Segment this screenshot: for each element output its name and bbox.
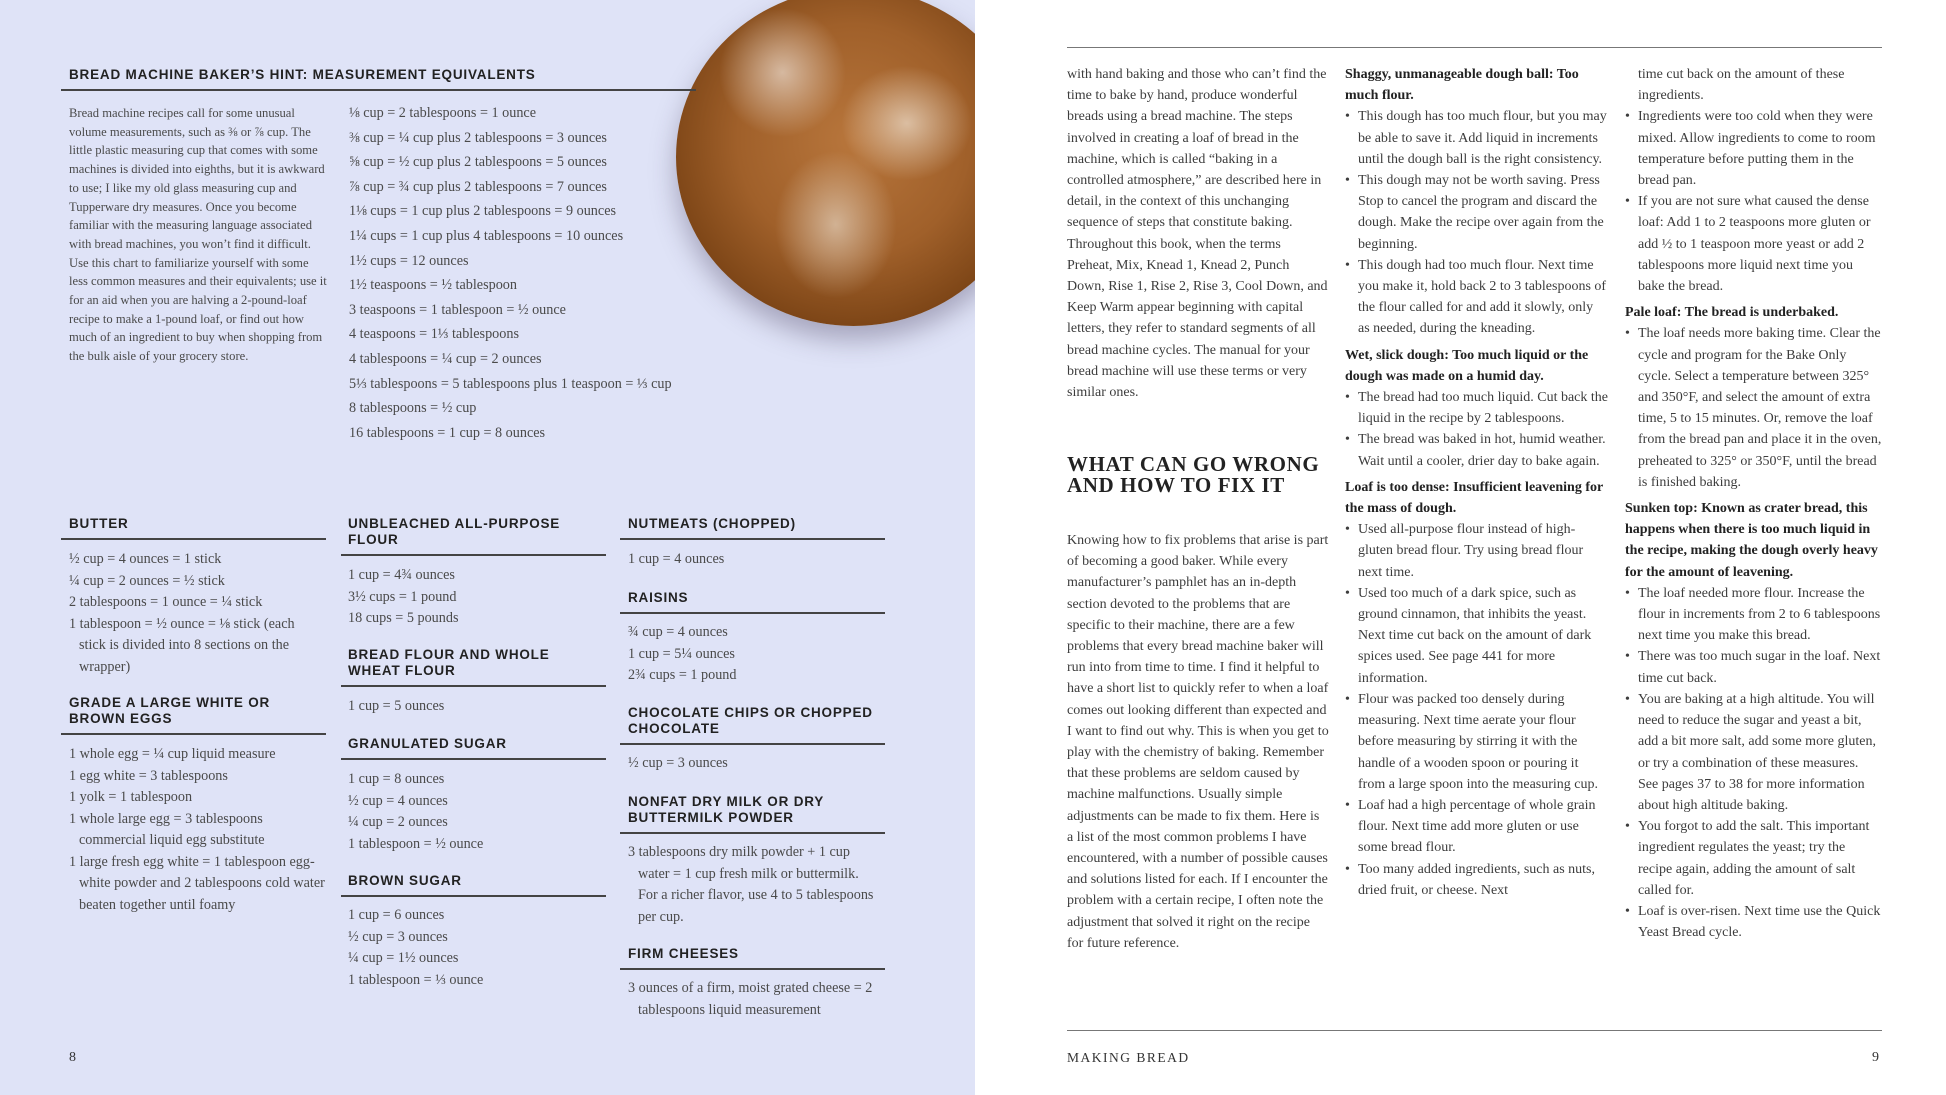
- list-item: ¾ cup = 4 ounces: [628, 624, 728, 640]
- brown-sugar-list: [348, 905, 598, 991]
- equivalent-item: 1⅛ cups = 1 cup plus 2 tablespoons = 9 ounces: [349, 203, 617, 220]
- body-paragraph: Knowing how to fix problems that arise is part of becoming a good baker. While every manufacturer’s pamphlet has an in-depth section devoted to the problems that are specific to their machine, there are a few problems that every bread machine baker will run into from time to time. I find it helpful to have a short list to quickly refer to when a loaf comes out looking different than expected and I want to find out why. This is when you get to play with the chemistry of baking. Remember that these problems are seldom caused by machine malfunctions. Usually simple adjustments can be made to fix them. Here is a list of the most common problems I have encountered, with a number of possible causes and solutions listed for each. If I encounter the problem with a certain recipe, I often note the adjustment that solved it right on the recipe for future reference.: [1067, 533, 1329, 951]
- column-3: [1625, 64, 1882, 943]
- list-item: 1 egg white = 3 tablespoons: [69, 767, 228, 784]
- solutions-list: [1345, 519, 1608, 901]
- sugar-heading: GRANULATED SUGAR: [348, 736, 507, 751]
- section-rule: [620, 832, 885, 834]
- list-item: • The loaf needed more flour. Increase the flour in increments from 2 to 6 tablespoons next time you make this bread.: [1625, 583, 1882, 647]
- running-footer: MAKING BREAD: [1067, 1050, 1190, 1065]
- equivalent-item: 4 tablespoons = ¼ cup = 2 ounces: [349, 350, 542, 367]
- bottom-rule: [1067, 1030, 1882, 1031]
- list-item: ¼ cup = 2 ounces: [348, 814, 448, 830]
- list-item: 1 whole egg = ¼ cup liquid measure: [69, 746, 276, 762]
- bread-flour-list: [348, 696, 598, 718]
- section-rule: [620, 743, 885, 745]
- list-item: • Flour was packed too densely during measuring. Next time aerate your flour before measuring by stirring it with the handle of a wooden spoon or pouring it from a large spoon into the measuring cup.: [1345, 689, 1608, 795]
- list-item: • The bread had too much liquid. Cut back the liquid in the recipe by 2 tablespoons.: [1345, 387, 1608, 429]
- list-item: 1 cup = 8 ounces: [348, 771, 445, 787]
- column-1-body: [1067, 530, 1329, 954]
- list-item: 3½ cups = 1 pound: [348, 588, 457, 605]
- list-item: • You forgot to add the salt. This important ingredient regulates the yeast; try the recipe again, adding the amount of salt called for.: [1625, 816, 1882, 901]
- equivalent-item: 1½ teaspoons = ½ tablespoon: [349, 277, 517, 294]
- section-rule: [61, 538, 326, 540]
- cheeses-heading: FIRM CHEESES: [628, 946, 739, 961]
- list-item: 2¾ cups = 1 pound: [628, 667, 737, 683]
- milk-heading: NONFAT DRY MILK OR DRY BUTTERMILK POWDER: [628, 794, 824, 825]
- section-rule: [341, 554, 606, 556]
- bread-loaf-photo: [676, 0, 975, 326]
- solutions-list: [1625, 106, 1882, 297]
- brown-sugar-heading: BROWN SUGAR: [348, 873, 462, 888]
- nutmeats-list: [628, 549, 878, 571]
- column-1: [1067, 64, 1329, 403]
- problem-heading: Loaf is too dense: Insufficient leavening for the mass of dough.: [1345, 479, 1603, 517]
- section-rule: [620, 538, 885, 540]
- section-rule: [341, 758, 606, 760]
- eggs-list: [69, 744, 331, 916]
- list-item: 3 tablespoons dry milk powder + 1 cup water = 1 cup fresh milk or buttermilk. For a richer flavor, use 4 to 5 tablespoons per cup.: [628, 844, 874, 925]
- equivalent-item: ⅝ cup = ½ cup plus 2 tablespoons = 5 ounces: [349, 154, 607, 171]
- eggs-heading: GRADE A LARGE WHITE OR BROWN EGGS: [69, 695, 271, 726]
- list-item: • Loaf is over-risen. Next time use the Quick Yeast Bread cycle.: [1625, 901, 1882, 943]
- list-item: 3 ounces of a firm, moist grated cheese = 2 tablespoons liquid measurement: [628, 980, 873, 1018]
- list-item: 1 yolk = 1 tablespoon: [69, 789, 193, 805]
- equivalent-item: 5⅓ tablespoons = 5 tablespoons plus 1 teaspoon = ⅓ cup: [349, 375, 672, 392]
- ap-flour-list: [348, 565, 598, 630]
- problem-heading: Pale loaf: The bread is underbaked.: [1625, 305, 1839, 321]
- solutions-list: [1345, 387, 1608, 472]
- equivalent-item: 16 tablespoons = 1 cup = 8 ounces: [349, 424, 546, 441]
- list-item: 1 cup = 4 ounces: [628, 551, 725, 567]
- list-item: ½ cup = 3 ounces: [628, 755, 728, 771]
- list-item: • The loaf needs more baking time. Clear the cycle and program for the Bake Only cycle. Select a temperature between 325° and 350°F, and select the amount of extra time, 5 to 15 minutes. Or, remove the loaf from the bread pan and place it in the oven, preheated to 325° or 350°F, until the bread is finished baking.: [1625, 323, 1882, 493]
- hint-title: BREAD MACHINE BAKER’S HINT: MEASUREMENT EQUIVALENTS: [69, 67, 536, 82]
- list-item: 1 cup = 5¼ ounces: [628, 645, 735, 662]
- list-item: ¼ cup = 1½ ounces: [348, 950, 459, 966]
- ap-flour-heading: UNBLEACHED ALL-PURPOSE FLOUR: [348, 516, 561, 547]
- equivalent-item: 3 teaspoons = 1 tablespoon = ½ ounce: [349, 301, 566, 318]
- list-item: ¼ cup = 2 ounces = ½ stick: [69, 572, 225, 589]
- solutions-list: [1625, 583, 1882, 943]
- list-item: • This dough may not be worth saving. Press Stop to cancel the program and discard the dough. Make the recipe over again from the beginning.: [1345, 170, 1608, 255]
- list-item: 1 tablespoon = ⅓ ounce: [348, 971, 484, 988]
- nutmeats-heading: NUTMEATS (CHOPPED): [628, 516, 796, 531]
- page-number-right: 9: [1872, 1050, 1879, 1065]
- intro-paragraph: with hand baking and those who can’t find the time to bake by hand, produce wonderful breads using a bread machine. The steps involved in creating a loaf of bread in the machine, which is called “baking in a controlled atmosphere,” are described here in detail, in the context of this unchanging sequence of steps that constitute baking. Throughout this book, when the terms Preheat, Mix, Knead 1, Knead 2, Punch Down, Rise 1, Rise 2, Rise 3, Cool Down, and Keep Warm appear beginning with capital letters, they refer to standard segments of all bread machine cycles. The manual for your bread machine will use these terms or very similar ones.: [1067, 67, 1328, 401]
- list-item: ½ cup = 4 ounces: [348, 792, 448, 809]
- equivalent-item: ⅜ cup = ¼ cup plus 2 tablespoons = 3 ounces: [349, 129, 607, 146]
- equivalent-item: 4 teaspoons = 1⅓ tablespoons: [349, 326, 519, 343]
- continued-text: time cut back on the amount of these ingredients.: [1638, 67, 1845, 104]
- list-item: • You are baking at a high altitude. You will need to reduce the sugar and yeast a bit, add a bit more salt, add some more gluten, or try a combination of these measures. See pages 37 to 38 for more information about high altitude baking.: [1625, 689, 1882, 816]
- section-rule: [61, 733, 326, 735]
- solutions-list: [1625, 323, 1882, 493]
- page-number-left: 8: [69, 1050, 76, 1065]
- milk-list: [628, 842, 878, 928]
- list-item: • Too many added ingredients, such as nuts, dried fruit, or cheese. Next: [1345, 859, 1608, 901]
- raisins-list: [628, 622, 878, 687]
- equivalent-item: ⅞ cup = ¾ cup plus 2 tablespoons = 7 ounces: [349, 178, 607, 195]
- section-heading: WHAT CAN GO WRONG AND HOW TO FIX IT: [1067, 452, 1320, 497]
- section-rule: [341, 685, 606, 687]
- list-item: ½ cup = 3 ounces: [348, 928, 448, 945]
- list-item: 1 cup = 5 ounces: [348, 698, 445, 714]
- butter-list: [69, 549, 321, 678]
- intro-paragraph: Bread machine recipes call for some unusual volume measurements, such as ⅜ or ⅞ cup. The little plastic measuring cup that comes with some machines is divided into eighths, but it is awkward to use; I like my old glass measuring cup and Tupperware dry measures. Once you become familiar with the measuring language associated with bread machines, you won’t find it difficult. Use this chart to familiarize yourself with some less common measures and their equivalents; use it for an aid when you are halving a 2-pound-loaf recipe to make a 1-pound loaf, or find out how much of an ingredient to buy when shopping from the bulk aisle of your grocery store.: [69, 106, 327, 364]
- list-item: 1 tablespoon = ½ ounce = ⅛ stick (each stick is divided into 8 sections on the wrapper): [69, 615, 295, 675]
- problem-heading: Wet, slick dough: Too much liquid or the dough was made on a humid day.: [1345, 347, 1589, 384]
- section-rule: [341, 895, 606, 897]
- solutions-list: [1345, 106, 1608, 339]
- title-rule: [61, 89, 696, 91]
- list-item: 1 whole large egg = 3 tablespoons commercial liquid egg substitute: [69, 810, 265, 848]
- list-item: ½ cup = 4 ounces = 1 stick: [69, 551, 222, 567]
- bread-flour-heading: BREAD FLOUR AND WHOLE WHEAT FLOUR: [348, 647, 550, 678]
- equivalents-list: [349, 101, 719, 445]
- column-2: [1345, 64, 1608, 901]
- top-rule: [1067, 47, 1882, 48]
- list-item: • Loaf had a high percentage of whole grain flour. Next time add more gluten or use some bread flour.: [1345, 795, 1608, 859]
- problem-heading: Sunken top: Known as crater bread, this happens when there is too much liquid in the recipe, making the dough overly heavy for the amount of leavening.: [1625, 501, 1878, 580]
- problem-heading: Shaggy, unmanageable dough ball: Too much flour.: [1345, 67, 1579, 104]
- right-page: [975, 0, 1946, 1095]
- list-item: • Used all-purpose flour instead of high-gluten bread flour. Try using bread flour next time.: [1345, 519, 1608, 583]
- list-item: • Ingredients were too cold when they were mixed. Allow ingredients to come to room temperature before putting them in the bread pan.: [1625, 106, 1882, 191]
- list-item: • Used too much of a dark spice, such as ground cinnamon, that inhibits the yeast. Next time cut back on the amount of dark spices used. See page 441 for more information.: [1345, 583, 1608, 689]
- list-item: 1 tablespoon = ½ ounce: [348, 835, 484, 852]
- section-rule: [620, 612, 885, 614]
- equivalent-item: 1¼ cups = 1 cup plus 4 tablespoons = 10 ounces: [349, 227, 624, 244]
- list-item: • If you are not sure what caused the dense loaf: Add 1 to 2 teaspoons more gluten or add ½ to 1 teaspoon more yeast or add 2 tablespoons more liquid next time you bake the bread.: [1625, 191, 1882, 297]
- list-item: • There was too much sugar in the loaf. Next time cut back.: [1625, 646, 1882, 688]
- chocolate-heading: CHOCOLATE CHIPS OR CHOPPED CHOCOLATE: [628, 705, 873, 736]
- list-item: 2 tablespoons = 1 ounce = ¼ stick: [69, 594, 263, 610]
- equivalent-item: ⅛ cup = 2 tablespoons = 1 ounce: [349, 105, 537, 121]
- section-rule: [620, 968, 885, 970]
- list-item: 18 cups = 5 pounds: [348, 610, 459, 626]
- chocolate-list: [628, 753, 878, 775]
- equivalent-item: 1½ cups = 12 ounces: [349, 252, 469, 269]
- raisins-heading: RAISINS: [628, 590, 689, 605]
- list-item: • This dough has too much flour, but you may be able to save it. Add liquid in increments until the dough ball is the right consistency.: [1345, 106, 1608, 170]
- list-item: 1 large fresh egg white = 1 tablespoon egg-white powder and 2 tablespoons cold water beaten together until foamy: [69, 853, 325, 913]
- sugar-list: [348, 769, 598, 855]
- list-item: 1 cup = 4¾ ounces: [348, 567, 455, 583]
- equivalent-item: 8 tablespoons = ½ cup: [349, 400, 477, 417]
- list-item: • This dough had too much flour. Next time you make it, hold back 2 to 3 tablespoons of the flour called for and add it slowly, only as needed, during the kneading.: [1345, 255, 1608, 340]
- cheeses-list: [628, 978, 883, 1021]
- list-item: • The bread was baked in hot, humid weather. Wait until a cooler, drier day to bake again.: [1345, 429, 1608, 471]
- butter-heading: BUTTER: [69, 516, 129, 531]
- list-item: 1 cup = 6 ounces: [348, 907, 445, 923]
